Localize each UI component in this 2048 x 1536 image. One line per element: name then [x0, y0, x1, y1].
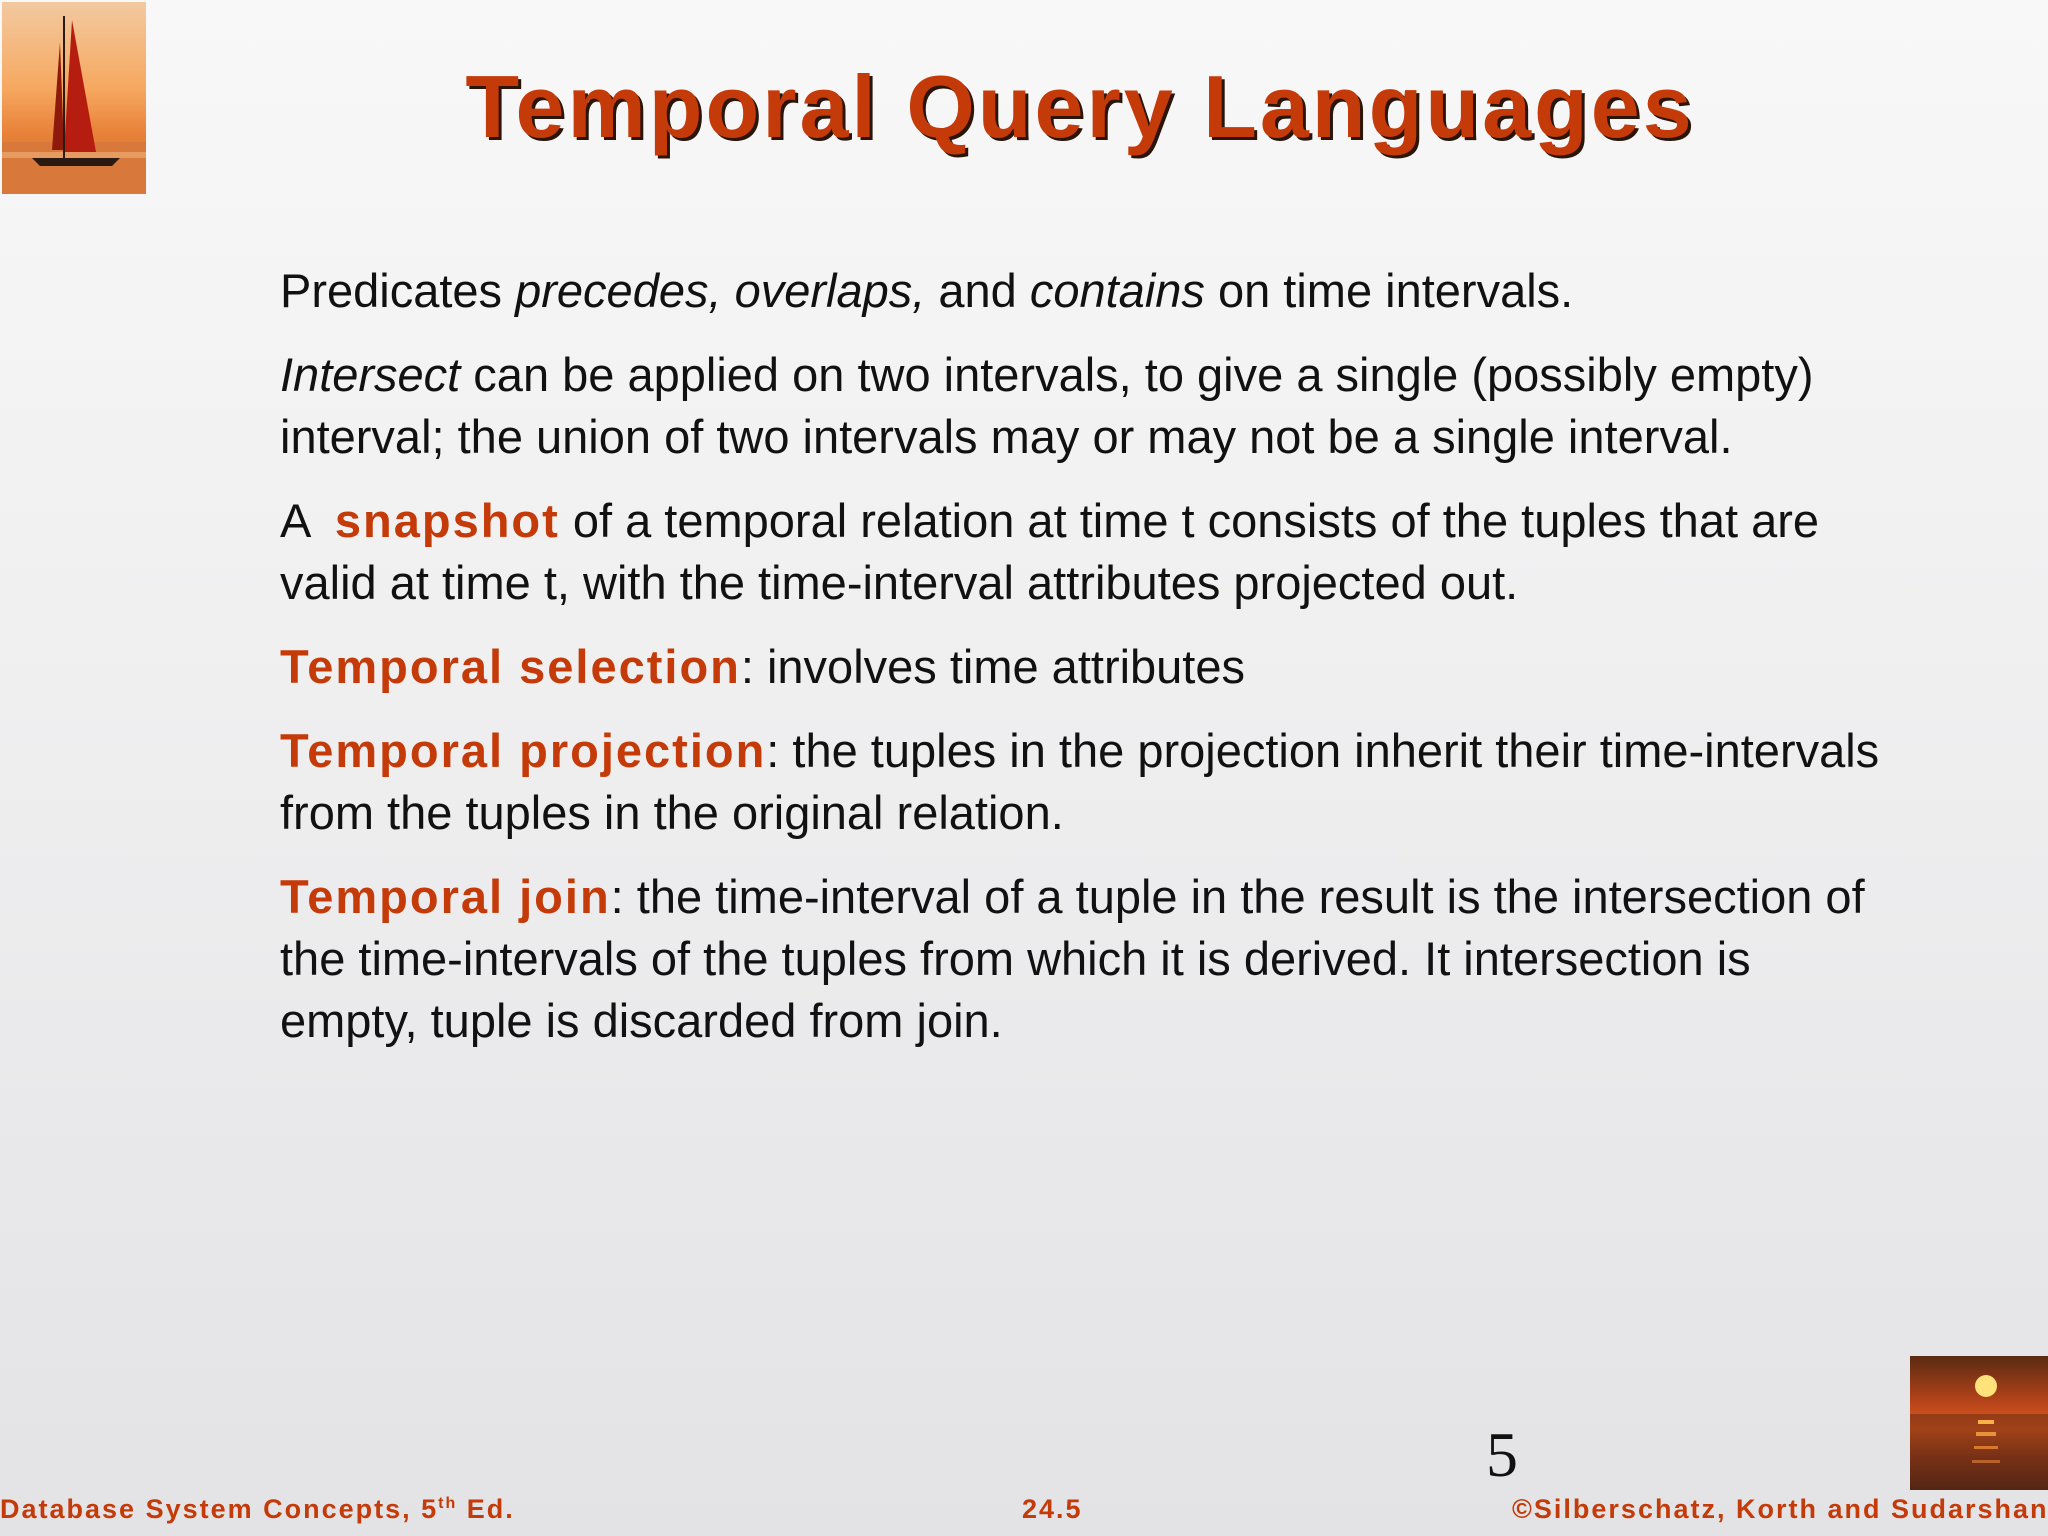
- footer-slide-number: 24.5: [1022, 1494, 1083, 1524]
- slide-title: Temporal Query Languages: [465, 57, 1695, 156]
- text: and: [925, 264, 1030, 317]
- bullet-temporal-selection: [280, 636, 1900, 698]
- text: can be applied on two intervals, to give a single (possibly empty) interval; the union of two intervals may or may not be a single interval.: [280, 348, 1814, 463]
- bullet-intersect: [280, 344, 1900, 468]
- bullet-predicates: [280, 260, 1900, 322]
- text: : the tuples in the projection inherit their time-intervals from the tuples in the original relation.: [280, 724, 1880, 839]
- emphasis-text: Intersect: [280, 348, 461, 401]
- sailboat-logo-image: [2, 2, 146, 194]
- footer-book-title: [0, 1494, 515, 1525]
- keyword-snapshot: snapshot: [334, 494, 560, 547]
- sunset-logo-image: [1910, 1356, 2048, 1490]
- text: Predicates: [280, 264, 516, 317]
- emphasis-text: contains: [1029, 264, 1205, 317]
- keyword-temporal-projection: Temporal projection: [280, 724, 767, 777]
- text: A: [280, 494, 335, 547]
- footer-text: Database System Concepts, 5: [0, 1494, 439, 1524]
- keyword-temporal-selection: Temporal selection: [280, 640, 741, 693]
- sailboat-icon: [2, 2, 146, 194]
- text: on time intervals.: [1204, 264, 1574, 317]
- page-number: 5: [1486, 1419, 1518, 1490]
- footer-copyright: ©Silberschatz, Korth and Sudarshan: [1512, 1494, 2048, 1524]
- slide-body: [280, 260, 1900, 1074]
- footer-text: Ed.: [457, 1494, 515, 1524]
- text: : the time-interval of a tuple in the result is the intersection of the time-intervals of the tuples from which it is derived. It intersection is empty, tuple is discarded from join.: [280, 870, 1865, 1047]
- bullet-snapshot: [280, 490, 1900, 614]
- footer-superscript: th: [438, 1495, 458, 1512]
- sunset-icon: [1910, 1356, 2048, 1490]
- text: of a temporal relation at time t consists of the tuples that are valid at time t, with the time-interval attributes projected out.: [280, 494, 1819, 609]
- text: : involves time attributes: [740, 640, 1246, 693]
- emphasis-text: precedes, overlaps,: [515, 264, 926, 317]
- bullet-temporal-join: [280, 866, 1900, 1052]
- keyword-temporal-join: Temporal join: [280, 870, 611, 923]
- bullet-temporal-projection: [280, 720, 1900, 844]
